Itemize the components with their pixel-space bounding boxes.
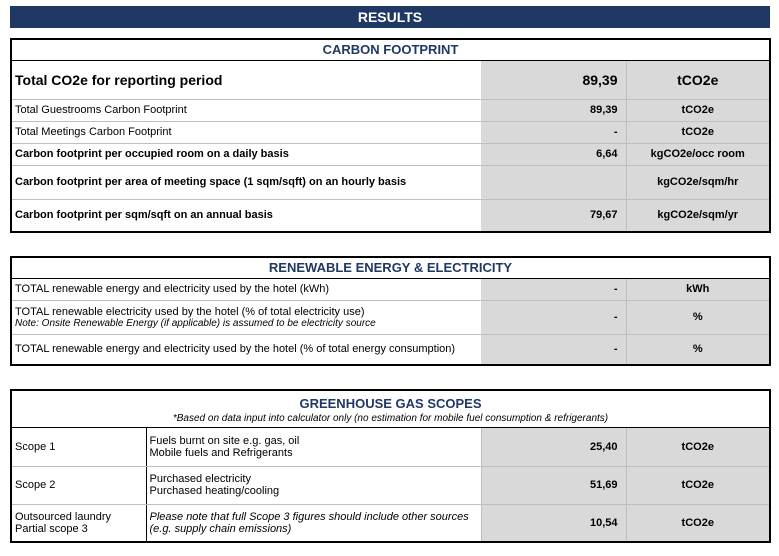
meetings-label: Total Meetings Carbon Footprint xyxy=(12,121,481,143)
scope2-desc xyxy=(146,466,481,504)
scope3-label-line1: Outsourced laundry xyxy=(15,510,111,523)
scope1-label-text: Scope 1 xyxy=(15,440,56,453)
table-row xyxy=(12,466,769,504)
renewable-electricity-label xyxy=(12,300,481,334)
renewable-electricity-text: TOTAL renewable electricity used by the hotel (% of total electricity use) xyxy=(15,305,365,318)
carbon-footprint-title: CARBON FOOTPRINT xyxy=(12,40,769,61)
renewable-energy-title: RENEWABLE ENERGY & ELECTRICITY xyxy=(12,258,769,279)
meetings-value: - xyxy=(481,121,626,143)
table-row xyxy=(12,504,769,541)
renewable-energy-table xyxy=(12,279,769,364)
scope2-desc-line1: Purchased electricity xyxy=(149,473,251,485)
table-row xyxy=(12,165,769,199)
carbon-footprint-table xyxy=(12,61,769,231)
scope2-desc-line2: Purchased heating/cooling xyxy=(149,485,280,497)
meetings-unit: tCO2e xyxy=(626,121,769,143)
table-row xyxy=(12,199,769,231)
total-co2e-value: 89,39 xyxy=(481,61,626,99)
guestrooms-label: Total Guestrooms Carbon Footprint xyxy=(12,99,481,121)
table-row xyxy=(12,428,769,466)
renewable-kwh-value: - xyxy=(481,279,626,300)
table-row xyxy=(12,99,769,121)
renewable-kwh-unit: kWh xyxy=(626,279,769,300)
renewable-energy-pct-unit: % xyxy=(626,334,769,364)
carbon-footprint-section xyxy=(10,38,771,233)
renewable-electricity-unit: % xyxy=(626,300,769,334)
ghg-subtitle: *Based on data input into calculator only (no estimation for mobile fuel consumption & refrigerants) xyxy=(172,413,609,424)
ghg-scopes-section xyxy=(10,389,771,543)
scope1-unit: tCO2e xyxy=(626,428,769,466)
scope1-desc-line2: Mobile fuels and Refrigerants xyxy=(149,446,293,459)
scope3-desc xyxy=(146,504,481,541)
table-row xyxy=(12,143,769,165)
per-meeting-area-unit: kgCO2e/sqm/hr xyxy=(626,165,769,199)
ghg-scopes-table xyxy=(12,428,769,541)
renewable-electricity-value: - xyxy=(481,300,626,334)
guestrooms-value: 89,39 xyxy=(481,99,626,121)
table-row xyxy=(12,121,769,143)
scope1-value: 25,40 xyxy=(481,428,626,466)
scope2-unit: tCO2e xyxy=(626,466,769,504)
scope1-label xyxy=(12,428,146,466)
table-row xyxy=(12,300,769,334)
per-meeting-area-value xyxy=(481,165,626,199)
renewable-energy-pct-value: - xyxy=(481,334,626,364)
per-room-value: 6,64 xyxy=(481,143,626,165)
renewable-energy-pct-label: TOTAL renewable energy and electricity used by the hotel (% of total energy consumption) xyxy=(15,343,456,356)
scope2-label-text: Scope 2 xyxy=(15,479,56,491)
per-sqm-annual-unit: kgCO2e/sqm/yr xyxy=(626,199,769,231)
scope3-label xyxy=(12,504,146,541)
table-row xyxy=(12,279,769,300)
scope1-desc xyxy=(146,428,481,466)
per-room-unit: kgCO2e/occ room xyxy=(626,143,769,165)
renewable-electricity-note: Note: Onsite Renewable Energy (if applicable) is assumed to be electricity source xyxy=(15,317,376,329)
ghg-scopes-title: GREENHOUSE GAS SCOPES xyxy=(299,396,482,411)
per-room-label: Carbon footprint per occupied room on a daily basis xyxy=(12,143,481,165)
scope3-value: 10,54 xyxy=(481,504,626,541)
scope2-value: 51,69 xyxy=(481,466,626,504)
total-co2e-label: Total CO2e for reporting period xyxy=(12,61,481,99)
table-row xyxy=(12,334,769,364)
scope1-desc-line1: Fuels burnt on site e.g. gas, oil xyxy=(149,434,300,447)
scope2-label xyxy=(12,466,146,504)
total-co2e-unit: tCO2e xyxy=(626,61,769,99)
guestrooms-unit: tCO2e xyxy=(626,99,769,121)
scope3-unit: tCO2e xyxy=(626,504,769,541)
scope3-label-line2: Partial scope 3 xyxy=(15,522,88,535)
scope3-desc-line2: (e.g. supply chain emissions) xyxy=(149,522,292,535)
renewable-kwh-label: TOTAL renewable energy and electricity used by the hotel (kWh) xyxy=(12,279,481,300)
per-meeting-area-label: Carbon footprint per area of meeting space (1 sqm/sqft) on an hourly basis xyxy=(12,165,481,199)
scope3-desc-line1: Please note that full Scope 3 figures should include other sources xyxy=(149,510,469,523)
results-header: RESULTS xyxy=(10,6,770,28)
ghg-header xyxy=(12,391,769,428)
renewable-energy-section xyxy=(10,256,771,366)
per-sqm-annual-label: Carbon footprint per sqm/sqft on an annual basis xyxy=(15,209,273,222)
per-sqm-annual-value: 79,67 xyxy=(481,199,626,231)
table-row xyxy=(12,61,769,99)
